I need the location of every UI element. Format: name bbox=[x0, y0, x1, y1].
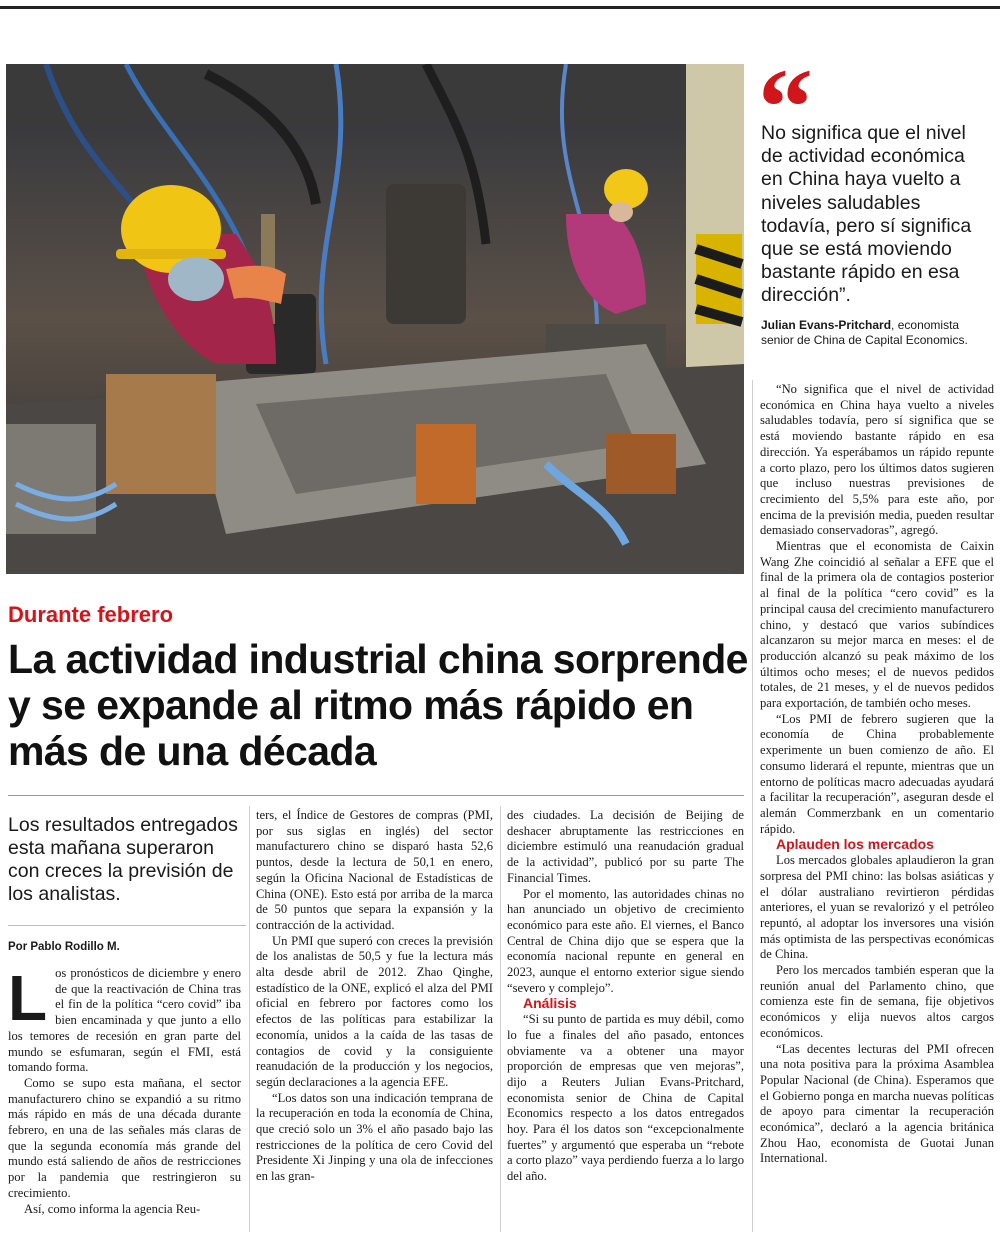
paragraph: Así, como informa la agencia Reu- bbox=[24, 1201, 201, 1216]
paragraph: Pero los mercados también esperan que la reunión anual del Parlamento chino, que comienza este fin de semana, fije objetivos económicos y elija nuevos altos cargos económicos. bbox=[760, 963, 994, 1040]
body-column-4 bbox=[760, 382, 994, 1167]
body-column-3 bbox=[507, 808, 744, 1185]
headline-rule bbox=[8, 795, 744, 796]
paragraph: “Las decentes lecturas del PMI ofrecen una nota positiva para la próxima Asamblea Popular Nacional (de China). Esperamos que el Gobierno ponga en marcha nuevas políticas de apoyo para cimentar la recuperación económica”, declaró a la agencia británica Zhou Hao, economista de Guotai Junan International. bbox=[760, 1041, 994, 1166]
paragraph: des ciudades. La decisión de Beijing de deshacer abruptamente las restricciones en diciembre estimuló una reanudación gradual de la actividad”, publicó por su parte The Financial Times. bbox=[507, 808, 744, 885]
column-rule bbox=[500, 806, 501, 1232]
paragraph: Un PMI que superó con creces la previsión de los analistas de 50,5 y fue la lectura más alta desde abril de 2012. Zhao Qinghe, estadístico de la ONE, explicó el alza del PMI oficial en febrero por factores como los efectos de las políticas para estabilizar la economía, unidos a la caída de las tasas de contagios de covid y la consiguiente reanudación de la producción y los negocios, según declaraciones a la agencia EFE. bbox=[256, 933, 493, 1089]
paragraph: “Si su punto de partida es muy débil, como lo fue a finales del año pasado, entonces obviamente va a obtener una mayor proporción de empresas que ven mejoras”, dijo a Reuters Julian Evans-Pritchard, economista senior de China de Capital Economics respecto a los datos entregados hoy. Para él los datos son “excepcionalmente fuertes” y argumentó que esperaba un “rebote a corto plazo” vaya perdiendo fuerza a lo largo del año. bbox=[507, 1012, 744, 1184]
deck-rule bbox=[8, 925, 246, 926]
column-rule bbox=[249, 806, 250, 1232]
paragraph: Los pronósticos de diciembre y enero de que la reactivación de China tras el fin de la política “cero covid” iba bien encaminada y que junto a ello los temores de recesión en gran parte del mundo se esfumaran, según el FMI, está tomando forma. bbox=[8, 962, 241, 1075]
factory-photo bbox=[6, 64, 744, 574]
quote-author: Julian Evans-Pritchard bbox=[761, 318, 892, 332]
paragraph: “Los PMI de febrero sugieren que la economía de China probablemente experimente un buen comienzo de año. El consumo liderará el repunte, mientras que un entorno de políticas macro adecuadas ayudará a facilitar la recuperación”, aseguran desde el alemán Commerzbank en un comentario rápido. bbox=[760, 711, 994, 836]
body-column-2 bbox=[256, 808, 493, 1185]
column-rule bbox=[752, 380, 753, 1232]
subhead-mercados: Aplauden los mercados bbox=[776, 836, 934, 853]
paragraph: Por el momento, las autoridades chinas no han anunciado un objetivo de crecimiento económico para este año. El viernes, el Banco Central de China dijo que se espera que la economía nacional repunte en general en 2023, aunque el entorno exterior sigue siendo “severo y complejo”. bbox=[507, 886, 744, 995]
subhead-analisis: Análisis bbox=[523, 995, 577, 1012]
headline: La actividad industrial china sorprende y se expande al ritmo más rápido en más de una década bbox=[8, 636, 748, 774]
kicker: Durante febrero bbox=[8, 602, 174, 627]
quote-mark-icon: “ bbox=[758, 46, 813, 168]
quote-author-role: , economista senior de China de Capital Economics. bbox=[761, 318, 968, 347]
paragraph: “No significa que el nivel de actividad económica en China haya vuelto a niveles saludables todavía, pero sí significa que se está moviendo bastante rápido en esa dirección. Ya esperábamos un rápido repunte a corto plazo, pero los últimos datos sugieren que incluso nuestras previsiones de crecimiento del 5,5% para este año, por encima de la previsión media, pueden resultar demasiado conservadoras”, agregó. bbox=[760, 382, 994, 538]
quote-attribution bbox=[761, 318, 993, 348]
top-rule bbox=[0, 6, 1000, 9]
paragraph: Mientras que el economista de Caixin Wang Zhe coincidió al señalar a EFE que el final de la primera ola de contagios posterior al final de la política “cero covid” es la principal causa del crecimiento manufacturero chino, y destacó que varios subíndices alcanzaron su mejor marca en meses: el de producción alcanzó su peak máximo de los últimos ocho meses; el de nuevos pedidos totales, de 21 meses, y el de nuevos pedidos para exportación, de también ocho meses. bbox=[760, 539, 994, 711]
factory-photo-illustration bbox=[6, 64, 744, 574]
paragraph: Como se supo esta mañana, el sector manufacturero chino se expandió a su ritmo más rápido en más de una década durante febrero, en una de las señales más claras de que la segunda economía más grande del mundo está saliendo de años de restricciones por la pandemia que restringieron su crecimiento. bbox=[8, 1075, 241, 1200]
deck: Los resultados entregados esta mañana superaron con creces la previsión de los analistas. bbox=[8, 814, 238, 905]
byline: Por Pablo Rodillo M. bbox=[8, 941, 120, 953]
dropcap: L bbox=[8, 962, 48, 1034]
paragraph: “Los datos son una indicación temprana de la recuperación en toda la economía de China, que creció solo un 3% el año pasado bajo las restricciones de la política de cero Covid del Presidente Xi Jinping y una ola de infecciones en las gran- bbox=[256, 1090, 493, 1184]
body-column-1 bbox=[8, 962, 241, 1217]
paragraph: ters, el Índice de Gestores de compras (PMI, por sus siglas en inglés) del sector manufacturero chino se disparó hasta 52,6 puntos, desde la lectura de 50,1 en enero, según la Oficina Nacional de Estadísticas de China (ONE). Esto está por arriba de la marca de 50 puntos que separa la expansión y la contracción de la actividad. bbox=[256, 808, 493, 932]
paragraph: Los mercados globales aplaudieron la gran sorpresa del PMI chino: las bolsas asiáticas y el dólar australiano revirtieron pérdidas anteriores, el yuan se revalorizó y el petróleo repuntó, al adoptar los inversores una visión más optimista de las perspectivas económicas de China. bbox=[760, 853, 994, 962]
pull-quote: No significa que el nivel de actividad económica en China haya vuelto a niveles saludables todavía, pero sí significa que se está moviendo bastante rápido en esa dirección”. bbox=[761, 122, 972, 307]
